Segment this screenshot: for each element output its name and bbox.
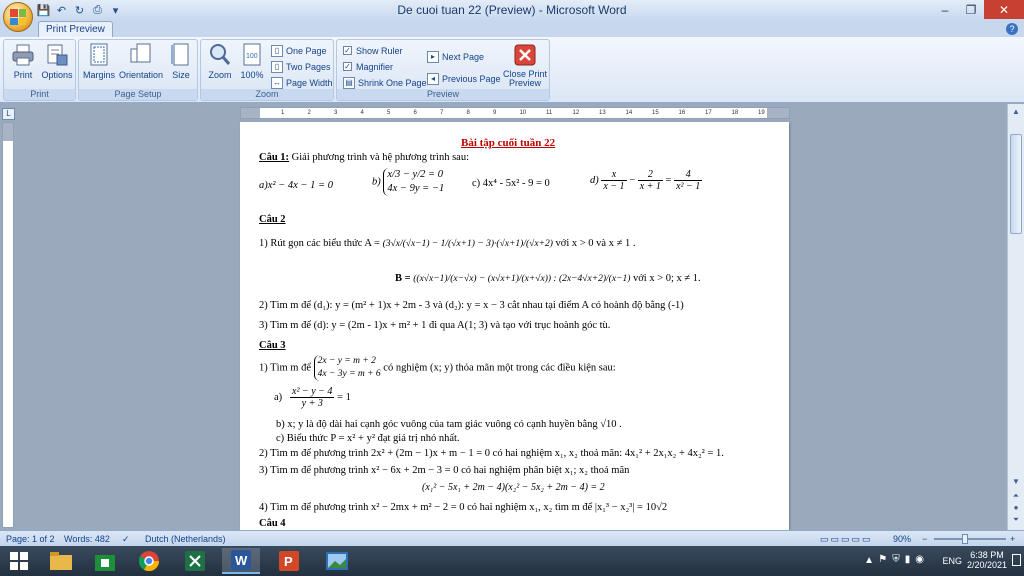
size-button[interactable]: Size — [165, 43, 197, 80]
undo-icon[interactable]: ↶ — [56, 5, 67, 17]
q1-heading: Câu 1: Giải phương trình và hệ phương trình sau: — [259, 152, 470, 163]
show-ruler-checkbox[interactable]: ✓ Show Ruler — [344, 45, 403, 56]
previous-page-button[interactable]: ◂ Previous Page — [427, 71, 501, 86]
print-group — [3, 39, 76, 101]
chrome-taskbar[interactable] — [130, 548, 168, 574]
close-preview-icon — [513, 43, 537, 67]
svg-text:100: 100 — [246, 53, 258, 60]
svg-text:P: P — [284, 554, 293, 569]
tray-expand-icon[interactable]: ▲ — [864, 555, 874, 566]
q3-line4: 4) Tìm m để phương trình x² − 2mx + m² − 2 = 0 có hai nghiệm x₁, x₂ tìm m để |x₁³ − x₂³| = 10√2 — [259, 502, 668, 513]
one-page-icon: ▯ — [271, 45, 283, 57]
q1-d: d) $\frac{x}{x - 1}$ − $\frac{2}{x + 1}$ = $\frac{4}{\text{x² − 1}}$ — [590, 169, 701, 192]
q3-heading: Câu 3 — [259, 340, 286, 351]
vertical-scrollbar[interactable] — [1007, 104, 1024, 530]
ruler-number: 11 — [546, 110, 553, 116]
ruler-number: 3 — [334, 110, 338, 116]
page-width-button[interactable]: ↔ Page Width — [273, 77, 333, 88]
ruler-number: 13 — [599, 110, 606, 116]
vertical-ruler[interactable] — [2, 122, 14, 528]
restore-button[interactable]: ❐ — [965, 2, 977, 17]
q1-c: c) 4x⁴ - 5x² - 9 = 0 — [472, 178, 550, 189]
tray-icons[interactable]: ⚑⛨▮◉ — [878, 554, 929, 565]
zoom-group — [200, 39, 334, 101]
save-icon[interactable]: 💾 — [36, 5, 51, 17]
photos-taskbar[interactable] — [318, 548, 356, 574]
notifications-icon[interactable] — [1012, 554, 1021, 566]
ruler-number: 16 — [678, 110, 686, 116]
ribbon — [0, 37, 1024, 103]
store-taskbar[interactable] — [86, 548, 124, 574]
clock[interactable]: 6:38 PM 2/20/2021 — [966, 550, 1007, 570]
spelling-icon[interactable]: ✓ — [122, 534, 130, 544]
next-page-button[interactable]: ▸ Next Page — [427, 49, 484, 64]
previous-page-nav-icon[interactable]: ⏶ — [1012, 491, 1020, 500]
q4-heading: Câu 4 — [259, 518, 286, 529]
store-icon — [95, 551, 115, 571]
title-bar — [0, 0, 1024, 21]
view-buttons[interactable]: ▭▭▭▭▭ — [820, 534, 873, 544]
word-taskbar[interactable] — [222, 548, 260, 574]
folder-icon — [50, 552, 72, 570]
word-icon — [231, 550, 251, 570]
size-icon — [169, 43, 193, 67]
shrink-one-page-button[interactable]: ▤ Shrink One Page — [343, 75, 427, 90]
ruler-number: 17 — [705, 110, 712, 116]
next-page-nav-icon[interactable]: ⏷ — [1012, 515, 1020, 524]
picture-icon — [326, 552, 348, 570]
status-bar — [0, 530, 1024, 546]
q3-line3-condition: (x₁² − 5x₁ + 2m − 4)(x₂² − 5x₂ + 2m − 4) = 2 — [422, 482, 605, 493]
zoom-slider[interactable] — [934, 538, 1006, 540]
q3-line1: 1) Tìm m để 2x − y = m + 2 4x − 3y = m + 6 có nghiệm (x; y) thỏa mãn một trong các điều kiện sau: — [259, 356, 616, 379]
options-button[interactable]: Options — [40, 43, 74, 80]
ruler-number: 8 — [466, 110, 470, 116]
horizontal-ruler[interactable] — [240, 107, 790, 119]
office-button[interactable] — [3, 2, 33, 32]
q2-heading: Câu 2 — [259, 214, 286, 225]
ruler-number: 10 — [519, 110, 527, 116]
ruler-number: 6 — [413, 110, 417, 116]
two-pages-button[interactable]: ▯ Two Pages — [271, 59, 331, 74]
margins-icon — [87, 43, 111, 67]
ruler-number: 4 — [360, 110, 364, 116]
ribbon-tab-bar — [0, 21, 1024, 37]
ruler-number: 19 — [758, 110, 765, 116]
options-icon — [45, 43, 69, 67]
two-pages-icon: ▯ — [271, 61, 283, 73]
close-button[interactable]: ✕ — [984, 0, 1024, 19]
start-button[interactable] — [0, 548, 38, 574]
powerpoint-taskbar[interactable] — [270, 548, 308, 574]
quick-access-toolbar — [36, 2, 123, 19]
word-count[interactable]: Words: 482 — [64, 534, 110, 544]
ruler-number: 15 — [652, 110, 659, 116]
scroll-down-icon[interactable]: ▼ — [1012, 477, 1020, 486]
tab-print-preview[interactable]: Print Preview — [38, 21, 113, 37]
checkmark-icon: ✓ — [344, 62, 351, 71]
q2-line4: 3) Tìm m để (d): y = (2m - 1)x + m² + 1 đi qua A(1; 3) và tạo với trục hoành góc tù. — [259, 320, 611, 331]
window-title: De cuoi tuan 22 (Preview) - Microsoft Word — [397, 3, 627, 17]
chrome-icon — [139, 551, 159, 571]
shrink-icon: ▤ — [343, 77, 355, 89]
office-logo-icon — [10, 9, 26, 25]
ruler-number: 1 — [281, 110, 285, 116]
customize-qat-icon[interactable]: ▾ — [112, 5, 119, 17]
page-width-icon: ↔ — [273, 77, 281, 87]
minimize-button[interactable]: – — [941, 2, 949, 17]
svg-text:W: W — [235, 553, 248, 568]
printer-icon — [11, 43, 35, 67]
preview-group-label: Preview — [337, 89, 549, 100]
zoom-button[interactable]: Zoom — [203, 43, 237, 80]
q3-b: b) x; y là độ dài hai cạnh góc vuông của tam giác vuông có cạnh huyền bằng √10 . — [276, 419, 622, 430]
quick-print-icon[interactable]: ⎙ — [93, 4, 102, 16]
q1-b: b) x/3 − y/2 = 0 4x − 9y = −1 — [372, 169, 445, 194]
next-page-icon: ▸ — [427, 51, 439, 63]
zoom-group-label: Zoom — [201, 89, 333, 100]
q2-line2: B = ((x√x−1)/(x−√x) − (x√x+1)/(x+√x)) : (2x−4√x+2)/(x−1) với x > 0; x ≠ 1. — [395, 273, 701, 284]
orientation-button[interactable]: Orientation — [117, 43, 165, 80]
q3-line2: 2) Tìm m để phương trình 2x² + (2m − 1)x + m − 1 = 0 có hai nghiệm x₁, x₂ thoả mãn: 4x₁² + 2x₁x₂ + 4x₂² = 1. — [259, 448, 724, 459]
tab-selector[interactable]: L — [2, 108, 15, 120]
zoom-level[interactable]: 90% — [893, 534, 912, 544]
excel-icon — [185, 551, 205, 571]
ruler-number: 9 — [493, 110, 497, 116]
previous-page-icon: ◂ — [427, 73, 439, 85]
document-title: Bài tập cuối tuần 22 — [461, 137, 556, 149]
print-button[interactable]: Print — [6, 43, 40, 80]
magnifier-checkbox[interactable]: ✓ Magnifier — [344, 61, 394, 72]
powerpoint-icon — [279, 551, 299, 571]
ruler-number: 14 — [625, 110, 633, 116]
checkmark-icon: ✓ — [344, 46, 351, 55]
q1-a: a)x² − 4x − 1 = 0 — [259, 180, 333, 191]
zoom-in-icon[interactable]: + — [1010, 534, 1016, 544]
file-explorer-taskbar[interactable] — [42, 548, 80, 574]
orientation-icon — [129, 43, 153, 67]
ruler-number: 2 — [307, 110, 311, 116]
windows-taskbar — [0, 546, 1024, 576]
scroll-up-icon[interactable]: ▲ — [1012, 107, 1020, 116]
one-page-button[interactable]: ▯ One Page — [271, 43, 327, 58]
window-controls — [932, 0, 1024, 19]
print-group-label: Print — [4, 89, 75, 100]
ruler-number: 5 — [387, 110, 391, 116]
document-page — [240, 122, 789, 530]
zoom-out-icon[interactable]: − — [922, 534, 928, 544]
q3-line3: 3) Tìm m để phương trình x² − 6x + 2m − 3 = 0 có hai nghiệm phân biệt x₁; x₂ thoả mãn — [259, 465, 630, 476]
page-count[interactable]: Page: 1 of 2 — [6, 534, 55, 544]
preview-group — [336, 39, 550, 101]
excel-taskbar[interactable] — [176, 548, 214, 574]
q2-line1: 1) Rút gọn các biểu thức A = (3√x/(√x−1) − 1/(√x+1) − 3)·(√x+1)/(√x+2) với x > 0 và x ≠ 1 . — [259, 238, 636, 249]
q3-a: a) $\frac{\text{x² − y − 4}}{y + 3}$ = 1 — [274, 386, 351, 409]
zoom-100-button[interactable]: 100 100% — [235, 43, 269, 80]
page-setup-group-label: Page Setup — [79, 89, 197, 100]
magnifier-icon — [208, 43, 232, 67]
page-setup-group — [78, 39, 198, 101]
help-icon[interactable]: ? — [1006, 23, 1018, 35]
scroll-thumb[interactable] — [1010, 134, 1022, 234]
q2-line3: 2) Tìm m để (d₁): y = (m² + 1)x + 2m - 3 và (d₂): y = x − 3 cắt nhau tại điểm A có hoành độ bằng (-1) — [259, 300, 684, 311]
input-language[interactable]: ENG — [942, 556, 962, 566]
ruler-number: 12 — [572, 110, 580, 116]
select-browse-icon[interactable]: ● — [1013, 503, 1019, 512]
margins-button[interactable]: Margins — [81, 43, 117, 80]
zoom-slider-thumb[interactable] — [962, 534, 968, 544]
zoom-100-icon — [240, 43, 264, 67]
ruler-number: 18 — [731, 110, 739, 116]
language[interactable]: Dutch (Netherlands) — [145, 534, 226, 544]
q3-c: c) Biểu thức P = x² + y² đạt giá trị nhỏ nhất. — [276, 433, 460, 444]
redo-icon[interactable]: ↻ — [74, 5, 85, 17]
close-print-preview-button[interactable]: Close Print Preview — [503, 43, 547, 88]
windows-logo-icon — [10, 552, 28, 570]
ruler-number: 7 — [440, 110, 444, 116]
